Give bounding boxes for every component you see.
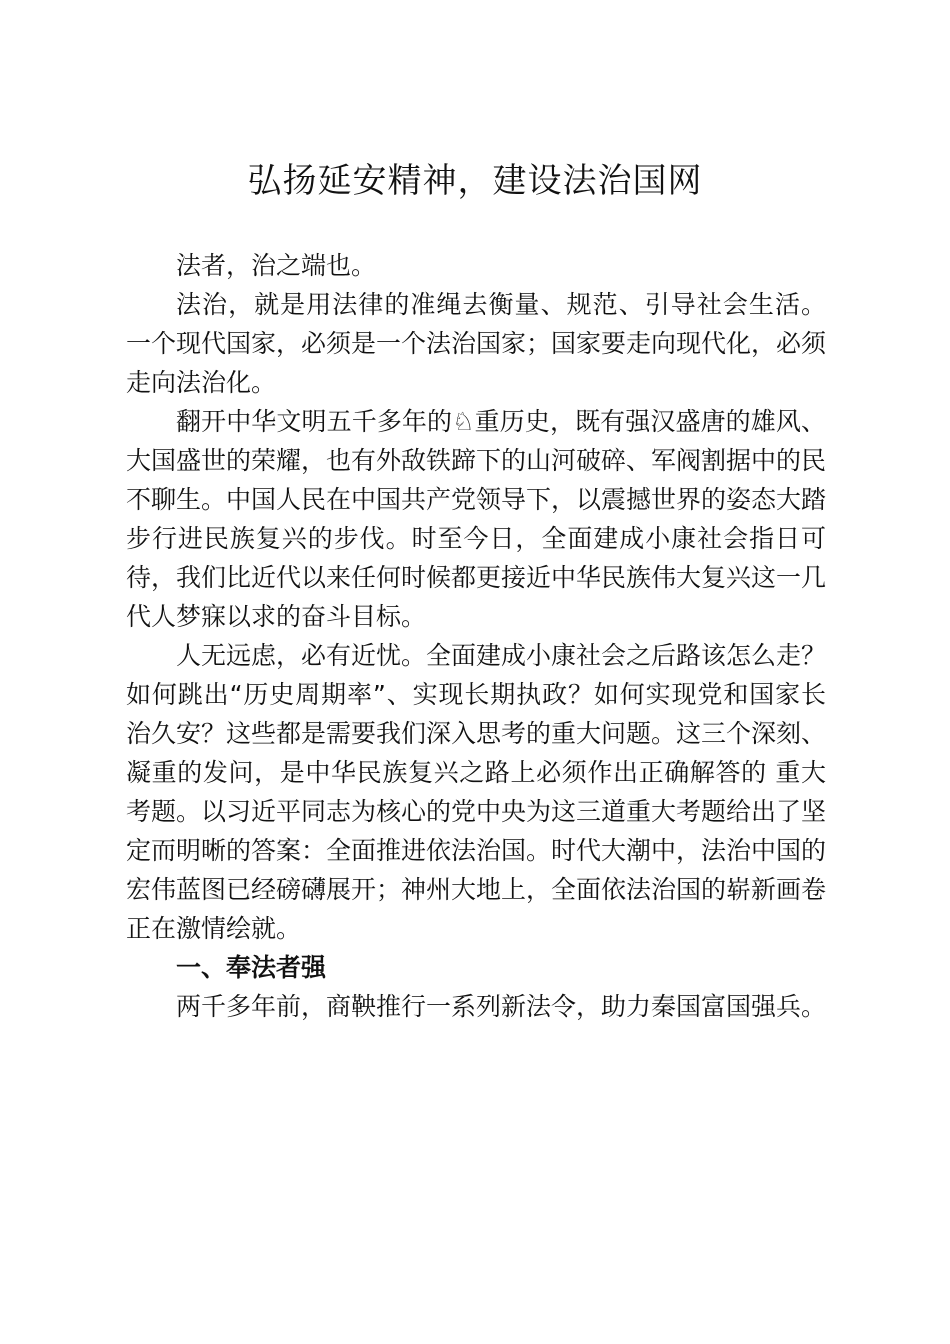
- paragraph-2: 法治，就是用法律的准绳去衡量、规范、引导社会生活。 一个现代国家，必须是一个法治国家；国家要走向现代化，必须走向法治化。: [126, 290, 827, 397]
- paragraph-4: 人无远虑，必有近忧。全面建成小康社会之后路该怎么走？如何跳出“历史周期率”、实现长期执政？如何实现党和国家长治久安？这些都是需要我们深入思考的重大问题。这三个深刻、凝重的发问，是中华民族复兴之路上必须作出正确解答的 重大考题。以习近平同志为核心的党中央为这三道重大考题给出了坚定而明晰的答案：全面推进依法治国。时代大潮中，法治中国的宏伟蓝图已经磅礴展开；神州大地上，全面依法治国的崭新画卷正在激情绘就。: [126, 641, 827, 943]
- paragraph-5: 两千多年前，商鞅推行一系列新法令，助力秦国富国强兵。: [176, 992, 827, 1021]
- paragraph-1: 法者，治之端也。: [176, 251, 377, 280]
- document-title: 弘扬延安精神，建设法治国网: [247, 161, 703, 201]
- document-body: [126, 246, 826, 1026]
- section-heading: 一、奉法者强: [176, 953, 327, 982]
- paragraph-3: 翻开中华文明五千多年的♘重历史，既有强汉盛唐的雄风、大国盛世的荣耀，也有外敌铁蹄下的山河破碎、军阀割据中的民不聊生。中国人民在中国共产党领导下，以震撼世界的姿态大踏步行进民族复兴的步伐。时至今日，全面建成小康社会指日可待，我们比近代以来任何时候都更接近中华民族伟大复兴这一几代人梦寐以求的奋斗目标。: [126, 407, 827, 631]
